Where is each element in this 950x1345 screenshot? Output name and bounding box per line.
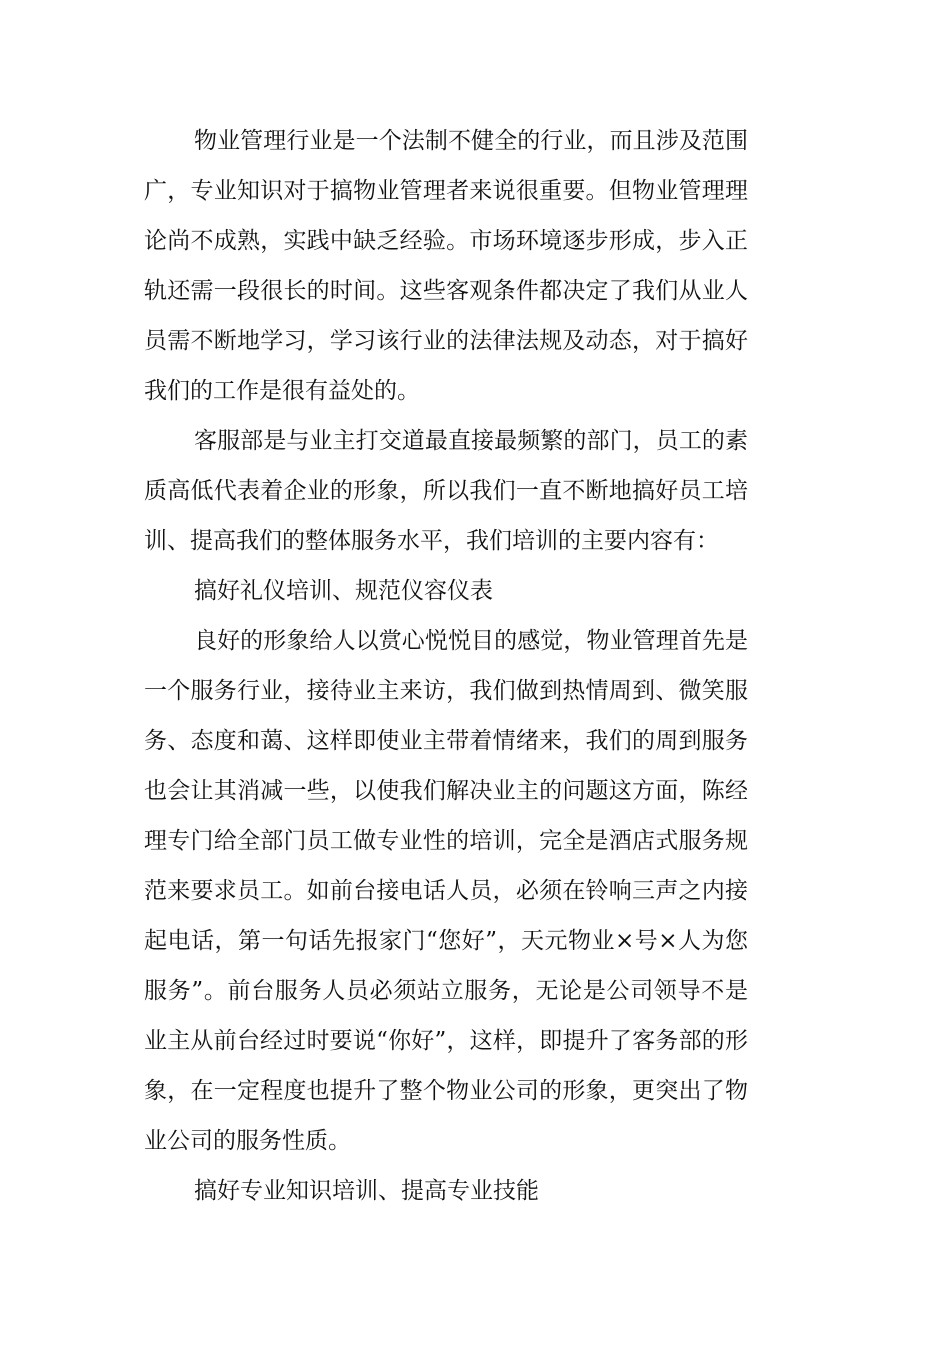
document-body: [144, 116, 748, 1216]
paragraph-industry-intro: 物业管理行业是一个法制不健全的行业，而且涉及范围广，专业知识对于搞物业管理者来说很重要。但物业管理理论尚不成熟，实践中缺乏经验。市场环境逐步形成，步入正轨还需一段很长的时间。这些客观条件都决定了我们从业人员需不断地学习，学习该行业的法律法规及动态，对于搞好我们的工作是很有益处的。: [144, 128, 748, 404]
heading-professional-training: 搞好专业知识培训、提高专业技能: [194, 1178, 539, 1204]
heading-etiquette-training: 搞好礼仪培训、规范仪容仪表: [194, 578, 493, 604]
paragraph-etiquette-details: 良好的形象给人以赏心悦悦目的感觉，物业管理首先是一个服务行业，接待业主来访，我们做到热情周到、微笑服务、态度和蔼、这样即使业主带着情绪来，我们的周到服务也会让其消减一些，以使我们解决业主的问题这方面，陈经理专门给全部门员工做专业性的培训，完全是酒店式服务规范来要求员工。如前台接电话人员，必须在铃响三声之内接起电话，第一句话先报家门“您好”，天元物业×号×人为您服务”。前台服务人员必须站立服务，无论是公司领导不是业主从前台经过时要说“你好”，这样，即提升了客务部的形象，在一定程度也提升了整个物业公司的形象，更突出了物业公司的服务性质。: [144, 628, 748, 1154]
paragraph-customer-service: 客服部是与业主打交道最直接最频繁的部门，员工的素质高低代表着企业的形象，所以我们一直不断地搞好员工培训、提高我们的整体服务水平，我们培训的主要内容有：: [144, 428, 748, 554]
